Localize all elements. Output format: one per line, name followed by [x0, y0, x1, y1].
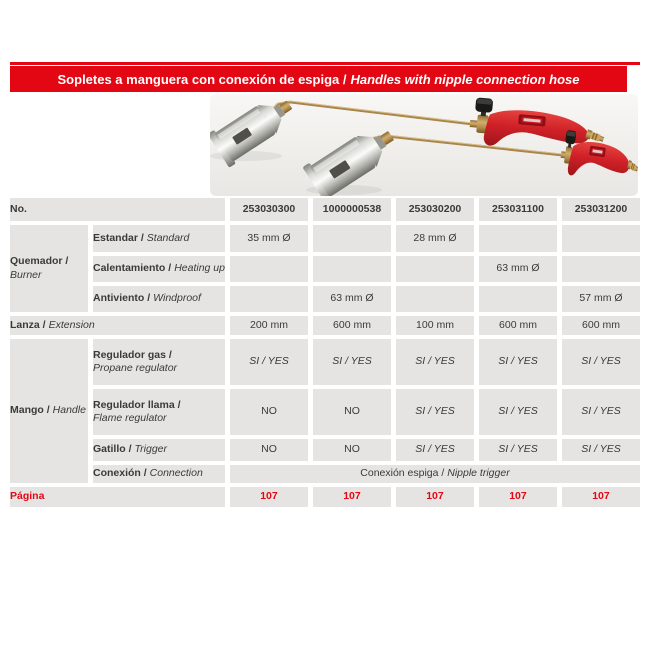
value-cell [479, 286, 557, 312]
value-cell [230, 286, 308, 312]
row-label-gatillo: Gatillo / Trigger [93, 439, 225, 461]
value-cell: NO [313, 389, 391, 435]
value-cell: SI / YES [562, 389, 640, 435]
value-cell: 63 mm Ø [479, 256, 557, 282]
table-row-lanza [10, 316, 640, 335]
product-spec-table [5, 194, 645, 511]
table-row-regulador-gas [10, 339, 640, 385]
value-cell: SI / YES [396, 439, 474, 461]
value-cell [396, 256, 474, 282]
product-photo [210, 94, 638, 196]
conexion-merged-cell: Conexión espiga / Nipple trigger [230, 465, 640, 483]
table-row-pagina [10, 487, 640, 507]
product-number-cell: 253030300 [230, 198, 308, 221]
product-number-cell: 253030200 [396, 198, 474, 221]
value-cell: SI / YES [479, 439, 557, 461]
value-cell [562, 225, 640, 252]
value-cell [313, 225, 391, 252]
page-row-label: Página [10, 487, 225, 507]
value-cell: 600 mm [313, 316, 391, 335]
table-row-regulador-llama [10, 389, 640, 435]
page-ref: 107 [230, 487, 308, 507]
value-cell: 600 mm [562, 316, 640, 335]
row-label-regulador-llama: Regulador llama / Flame regulator [93, 389, 225, 435]
no-header-cell: No. [10, 198, 225, 221]
banner-top-rule [10, 62, 640, 65]
value-cell [396, 286, 474, 312]
row-label-antiviento: Antiviento / Windproof [93, 286, 225, 312]
value-cell: NO [313, 439, 391, 461]
table-row-gatillo [10, 439, 640, 461]
table-row-calentamiento [10, 256, 640, 282]
value-cell: NO [230, 439, 308, 461]
banner-title-spanish: Sopletes a manguera con conexión de espiga / [57, 71, 347, 87]
value-cell: SI / YES [562, 339, 640, 385]
value-cell: SI / YES [396, 389, 474, 435]
value-cell [313, 256, 391, 282]
table-row-estandar [10, 225, 640, 252]
product-number-cell: 1000000538 [313, 198, 391, 221]
value-cell: SI / YES [562, 439, 640, 461]
value-cell: 63 mm Ø [313, 286, 391, 312]
table-row-antiviento [10, 286, 640, 312]
page-ref: 107 [396, 487, 474, 507]
value-cell: 600 mm [479, 316, 557, 335]
table-row-conexion [10, 465, 640, 483]
row-label-regulador-gas: Regulador gas / Propane regulator [93, 339, 225, 385]
table-row-header [10, 198, 640, 221]
value-cell: SI / YES [479, 339, 557, 385]
value-cell: SI / YES [230, 339, 308, 385]
value-cell: 100 mm [396, 316, 474, 335]
value-cell: 35 mm Ø [230, 225, 308, 252]
product-number-cell: 253031200 [562, 198, 640, 221]
value-cell [562, 256, 640, 282]
group-label-quemador: Quemador / Burner [10, 225, 88, 312]
row-label-calentamiento: Calentamiento / Heating up [93, 256, 225, 282]
row-label-conexion: Conexión / Connection [93, 465, 225, 483]
group-label-mango: Mango / Handle [10, 339, 88, 483]
value-cell: SI / YES [313, 339, 391, 385]
value-cell: 200 mm [230, 316, 308, 335]
page-ref: 107 [313, 487, 391, 507]
row-label-lanza: Lanza / Extension [10, 316, 225, 335]
value-cell: SI / YES [396, 339, 474, 385]
product-number-cell: 253031100 [479, 198, 557, 221]
page-ref: 107 [562, 487, 640, 507]
value-cell: SI / YES [479, 389, 557, 435]
value-cell: 57 mm Ø [562, 286, 640, 312]
value-cell: NO [230, 389, 308, 435]
value-cell: 28 mm Ø [396, 225, 474, 252]
section-banner [10, 66, 627, 92]
value-cell [479, 225, 557, 252]
value-cell [230, 256, 308, 282]
page-ref: 107 [479, 487, 557, 507]
row-label-estandar: Estandar / Standard [93, 225, 225, 252]
banner-title-english: Handles with nipple connection hose [350, 71, 580, 87]
